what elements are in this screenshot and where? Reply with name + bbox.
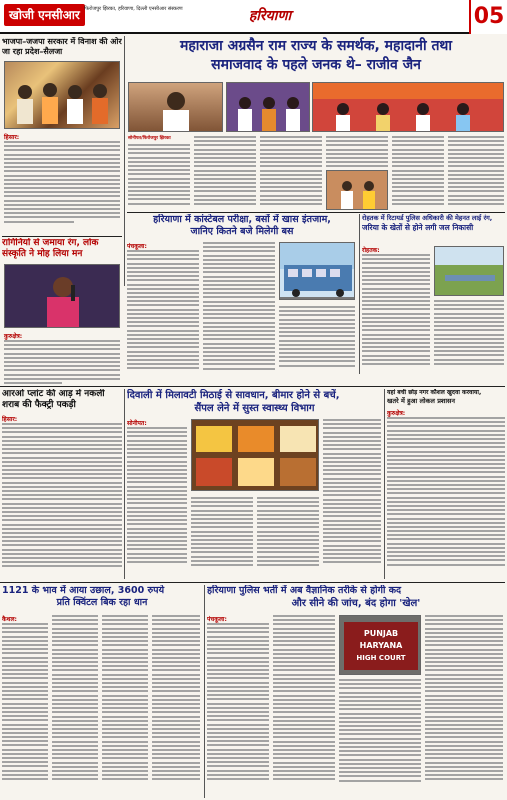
- group-illustration: [227, 83, 310, 132]
- rohtak-col1: [362, 254, 430, 367]
- bus-photo: [279, 242, 355, 300]
- main-headline-line2: समाजवाद के पहले जनक थे– राजीव जैन: [211, 57, 421, 73]
- main-story-byline: सोनीपत/फिरोजपुर झिरका: [128, 136, 171, 141]
- police-exam-story: [127, 214, 357, 374]
- rohtak-lead: रोहतक:: [362, 247, 380, 254]
- left-mid-headline: रागिनियों से जमाया रंग, लोक संस्कृति ने मोह लिया मन: [2, 238, 99, 259]
- cotton-lead: कैथल:: [2, 616, 17, 623]
- left-mid-story: [2, 238, 122, 388]
- main-story-photo-left: [128, 82, 223, 132]
- crowd-illustration: [5, 62, 120, 129]
- left-mid-body: [4, 340, 120, 386]
- column-rule: [204, 585, 205, 798]
- singer-photo: [4, 264, 120, 328]
- page-number: 05: [469, 0, 507, 34]
- main-headline-line1: महाराजा अग्रसैन राम राज्य के समर्थक, महादानी तथा: [180, 38, 452, 54]
- main-story-photo-center: [226, 82, 310, 132]
- main-story-col6: [448, 136, 504, 207]
- main-story-photo-small: [326, 170, 388, 210]
- speaker-illustration: [129, 83, 223, 132]
- bus-illustration: [280, 243, 355, 300]
- police-tech-lead: पंचकूला:: [207, 616, 227, 623]
- sweets-illustration: [192, 420, 319, 491]
- police-exam-headline-2: जानिए कितने बजे मिलेगी बस: [190, 226, 294, 237]
- left-top-story: [2, 37, 122, 237]
- left-top-photo: [4, 61, 120, 129]
- rohtak-story: [362, 214, 505, 374]
- police-tech-col1: [207, 623, 269, 782]
- police-tech-headline-1: हरियाणा पुलिस भर्ती में अब वैज्ञानिक तरीके से होगी कद: [207, 585, 402, 596]
- left-top-lead: हिसार:: [4, 134, 20, 141]
- cotton-col2: [52, 615, 98, 783]
- liquor-lead: हिसार:: [2, 416, 18, 423]
- liquor-headline: आरओ प्लांट की आड़ में नकली शराब की फैक्ट्री पकड़ी: [2, 389, 105, 410]
- main-story-col1: [128, 144, 190, 207]
- cotton-headline-2: प्रति क्विंटल बिक रहा धान: [56, 597, 148, 608]
- hazard-headline-2: खतरे में हुआ लोकल प्रशासन: [387, 397, 456, 405]
- column-rule: [124, 389, 125, 579]
- column-rule: [124, 36, 125, 286]
- hazard-story: [387, 389, 505, 579]
- main-story-col4: [326, 136, 388, 170]
- sign-line1: PUNJAB: [363, 629, 399, 638]
- rohtak-headline-1: रोहतक में रिटायर्ड पुलिस अधिकारी की मेहनत लाई रंग,: [362, 214, 493, 222]
- divider: [0, 582, 505, 583]
- diwali-col1: [127, 427, 187, 565]
- signboard-illustration: [340, 616, 421, 675]
- liquor-body: [2, 423, 122, 570]
- left-top-headline: भाजपा–जजपा सरकार में विनाश की ओर जा रहा प्रदेश–सैलजा: [2, 37, 122, 56]
- divider: [2, 236, 122, 237]
- police-tech-headline-2: और सीने की जांच, बंद होगा 'खेल': [291, 598, 421, 609]
- divider: [0, 386, 505, 387]
- hazard-headline-1: यहां बची छोड़ नगर कौशल खुदवा करवाया,: [387, 389, 482, 396]
- diwali-col4: [323, 419, 381, 566]
- stage-illustration: [313, 83, 504, 132]
- main-story-headline: [127, 37, 505, 79]
- diwali-story: [127, 389, 382, 579]
- police-tech-col3: [339, 679, 421, 784]
- left-top-body: [4, 141, 120, 225]
- police-exam-headline-1: हरियाणा में कांस्टेबल परीक्षा, बसों में खास इंतजाम,: [153, 214, 331, 225]
- main-story-col3: [260, 136, 322, 207]
- police-exam-lead: पंचकूला:: [127, 243, 147, 250]
- police-exam-col2: [203, 242, 275, 372]
- newspaper-logo: खोजी एनसीआर: [4, 4, 85, 26]
- section-title: हरियाणा: [248, 8, 292, 24]
- date-line: फिरोजपुर झिरका, हरियाणा, दिल्ली एनसीआर संस्करण: [84, 6, 183, 12]
- main-story-photo-right: [312, 82, 504, 132]
- column-rule: [359, 214, 360, 374]
- cotton-story: [2, 585, 202, 798]
- masthead: [0, 0, 507, 34]
- cotton-headline-1: 1121 के भाव में आया उछाल, 3600 रुपये: [2, 585, 165, 596]
- cotton-col3: [102, 615, 148, 783]
- police-tech-story: [207, 585, 505, 798]
- column-rule: [384, 389, 385, 579]
- police-exam-col1: [127, 250, 199, 371]
- divider: [127, 212, 505, 213]
- diwali-headline-2: सैंपल लेने में सुस्त स्वास्थ्य विभाग: [194, 403, 315, 414]
- diwali-headline-1: दिवाली में मिलावटी मिठाई से सावधान, बीमार होने से बचें,: [127, 390, 340, 401]
- diwali-col3: [257, 497, 319, 568]
- main-story-col5: [392, 136, 444, 207]
- diwali-lead: सोनीपत:: [127, 420, 147, 427]
- sign-line2: HARYANA: [359, 641, 403, 650]
- rohtak-col2: [434, 300, 504, 367]
- rohtak-headline-2: जरिया के खेतों से होने लगी जल निकासी: [362, 223, 474, 232]
- event-illustration: [327, 171, 388, 210]
- field-illustration: [435, 247, 504, 296]
- sign-line3: HIGH COURT: [356, 654, 406, 662]
- main-story-col2: [194, 136, 256, 207]
- diwali-col2: [191, 497, 253, 568]
- field-photo: [434, 246, 504, 296]
- sweets-photo: [191, 419, 319, 491]
- police-tech-col2: [273, 615, 335, 783]
- cotton-col4: [152, 615, 200, 783]
- high-court-sign-photo: [339, 615, 421, 675]
- police-exam-col3: [279, 306, 355, 369]
- hazard-body: [387, 417, 505, 568]
- left-mid-lead: कुरुक्षेत्र:: [4, 333, 23, 340]
- singer-illustration: [5, 265, 120, 328]
- cotton-col1: [2, 623, 48, 782]
- police-tech-col4: [425, 615, 503, 783]
- liquor-story: [2, 389, 122, 579]
- hazard-lead: कुरुक्षेत्र:: [387, 410, 406, 417]
